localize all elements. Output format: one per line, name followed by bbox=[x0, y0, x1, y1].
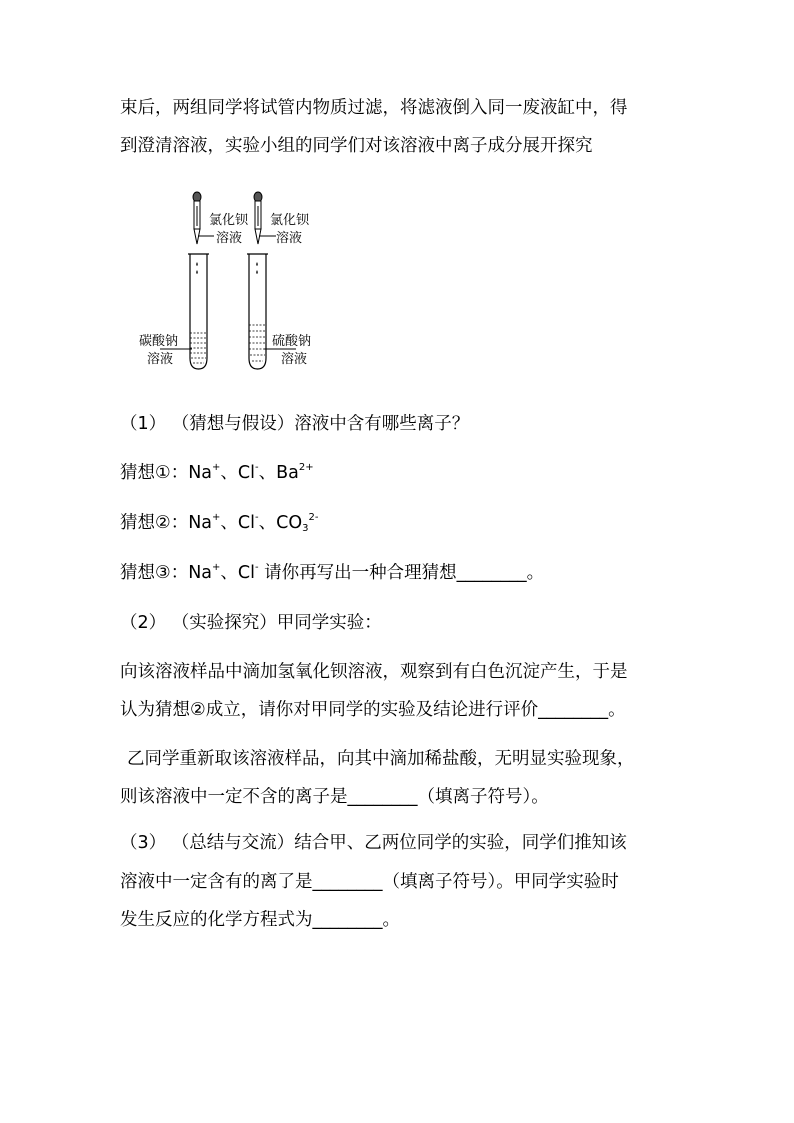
q3-line1: （3） （总结与交流）结合甲、乙两位同学的实验，同学们推知该 bbox=[120, 833, 627, 853]
guess-2-text: 、CO bbox=[258, 513, 303, 533]
guess-2-text: 猜想②：Na bbox=[120, 513, 213, 533]
guess-1-text: 猜想①：Na bbox=[120, 463, 213, 483]
charge: - bbox=[255, 562, 259, 573]
guess-1-text: 、Cl bbox=[220, 463, 255, 483]
charge: + bbox=[212, 512, 221, 523]
q2-para1-line2: 认为猜想②成立，请你对甲同学的实验及结论进行评价________。 bbox=[120, 700, 626, 720]
left-tube-label-1: 碳酸钠 bbox=[139, 334, 179, 349]
guess-1-text: 、Ba bbox=[258, 463, 299, 483]
charge: - bbox=[255, 512, 259, 523]
q2-heading: （2） （实验探究）甲同学实验： bbox=[120, 613, 382, 633]
guess-3-text: 请你再写出一种合理猜想________。 bbox=[258, 563, 545, 583]
intro-line-1: 束后，两组同学将试管内物质过滤，将滤液倒入同一废液缸中，得 bbox=[120, 98, 628, 118]
charge: + bbox=[212, 462, 221, 473]
intro-line-2: 到澄清溶液，实验小组的同学们对该溶液中离子成分展开探究 bbox=[120, 136, 593, 156]
right-tube-label-2: 溶液 bbox=[281, 352, 308, 367]
left-dropper-label-1: 氯化钡 bbox=[209, 213, 249, 228]
guess-3-text: 、Cl bbox=[220, 563, 255, 583]
test-tube-figure bbox=[130, 186, 330, 376]
q1-heading: （1） （猜想与假设）溶液中含有哪些离子？ bbox=[120, 414, 470, 434]
guess-1 bbox=[120, 461, 314, 485]
guess-3-text: 猜想③：Na bbox=[120, 563, 213, 583]
right-tube-label-1: 硫酸钠 bbox=[272, 334, 312, 349]
q3-line3: 发生反应的化学方程式为________。 bbox=[120, 910, 400, 930]
q3-line2: 溶液中一定含有的离了是________（填离子符号）。甲同学实验时 bbox=[120, 872, 619, 892]
charge: + bbox=[212, 562, 221, 573]
left-tube-label-2: 溶液 bbox=[147, 352, 174, 367]
q2-para2-line1: 乙同学重新取该溶液样品，向其中滴加稀盐酸，无明显实验现象， bbox=[127, 749, 635, 769]
right-dropper-label-2: 溶液 bbox=[276, 231, 303, 246]
charge: 2- bbox=[308, 512, 319, 523]
guess-3 bbox=[120, 561, 544, 585]
q2-para1-line1: 向该溶液样品中滴加氢氧化钡溶液，观察到有白色沉淀产生，于是 bbox=[120, 662, 628, 682]
right-dropper-label-1: 氯化钡 bbox=[270, 213, 310, 228]
subscript: 3 bbox=[302, 523, 309, 534]
guess-2 bbox=[120, 511, 318, 535]
charge: 2+ bbox=[298, 462, 314, 473]
guess-2-text: 、Cl bbox=[220, 513, 255, 533]
left-dropper-label-2: 溶液 bbox=[216, 231, 243, 246]
charge: - bbox=[255, 462, 259, 473]
q2-para2-line2: 则该溶液中一定不含的离子是________（填离子符号）。 bbox=[120, 787, 549, 807]
